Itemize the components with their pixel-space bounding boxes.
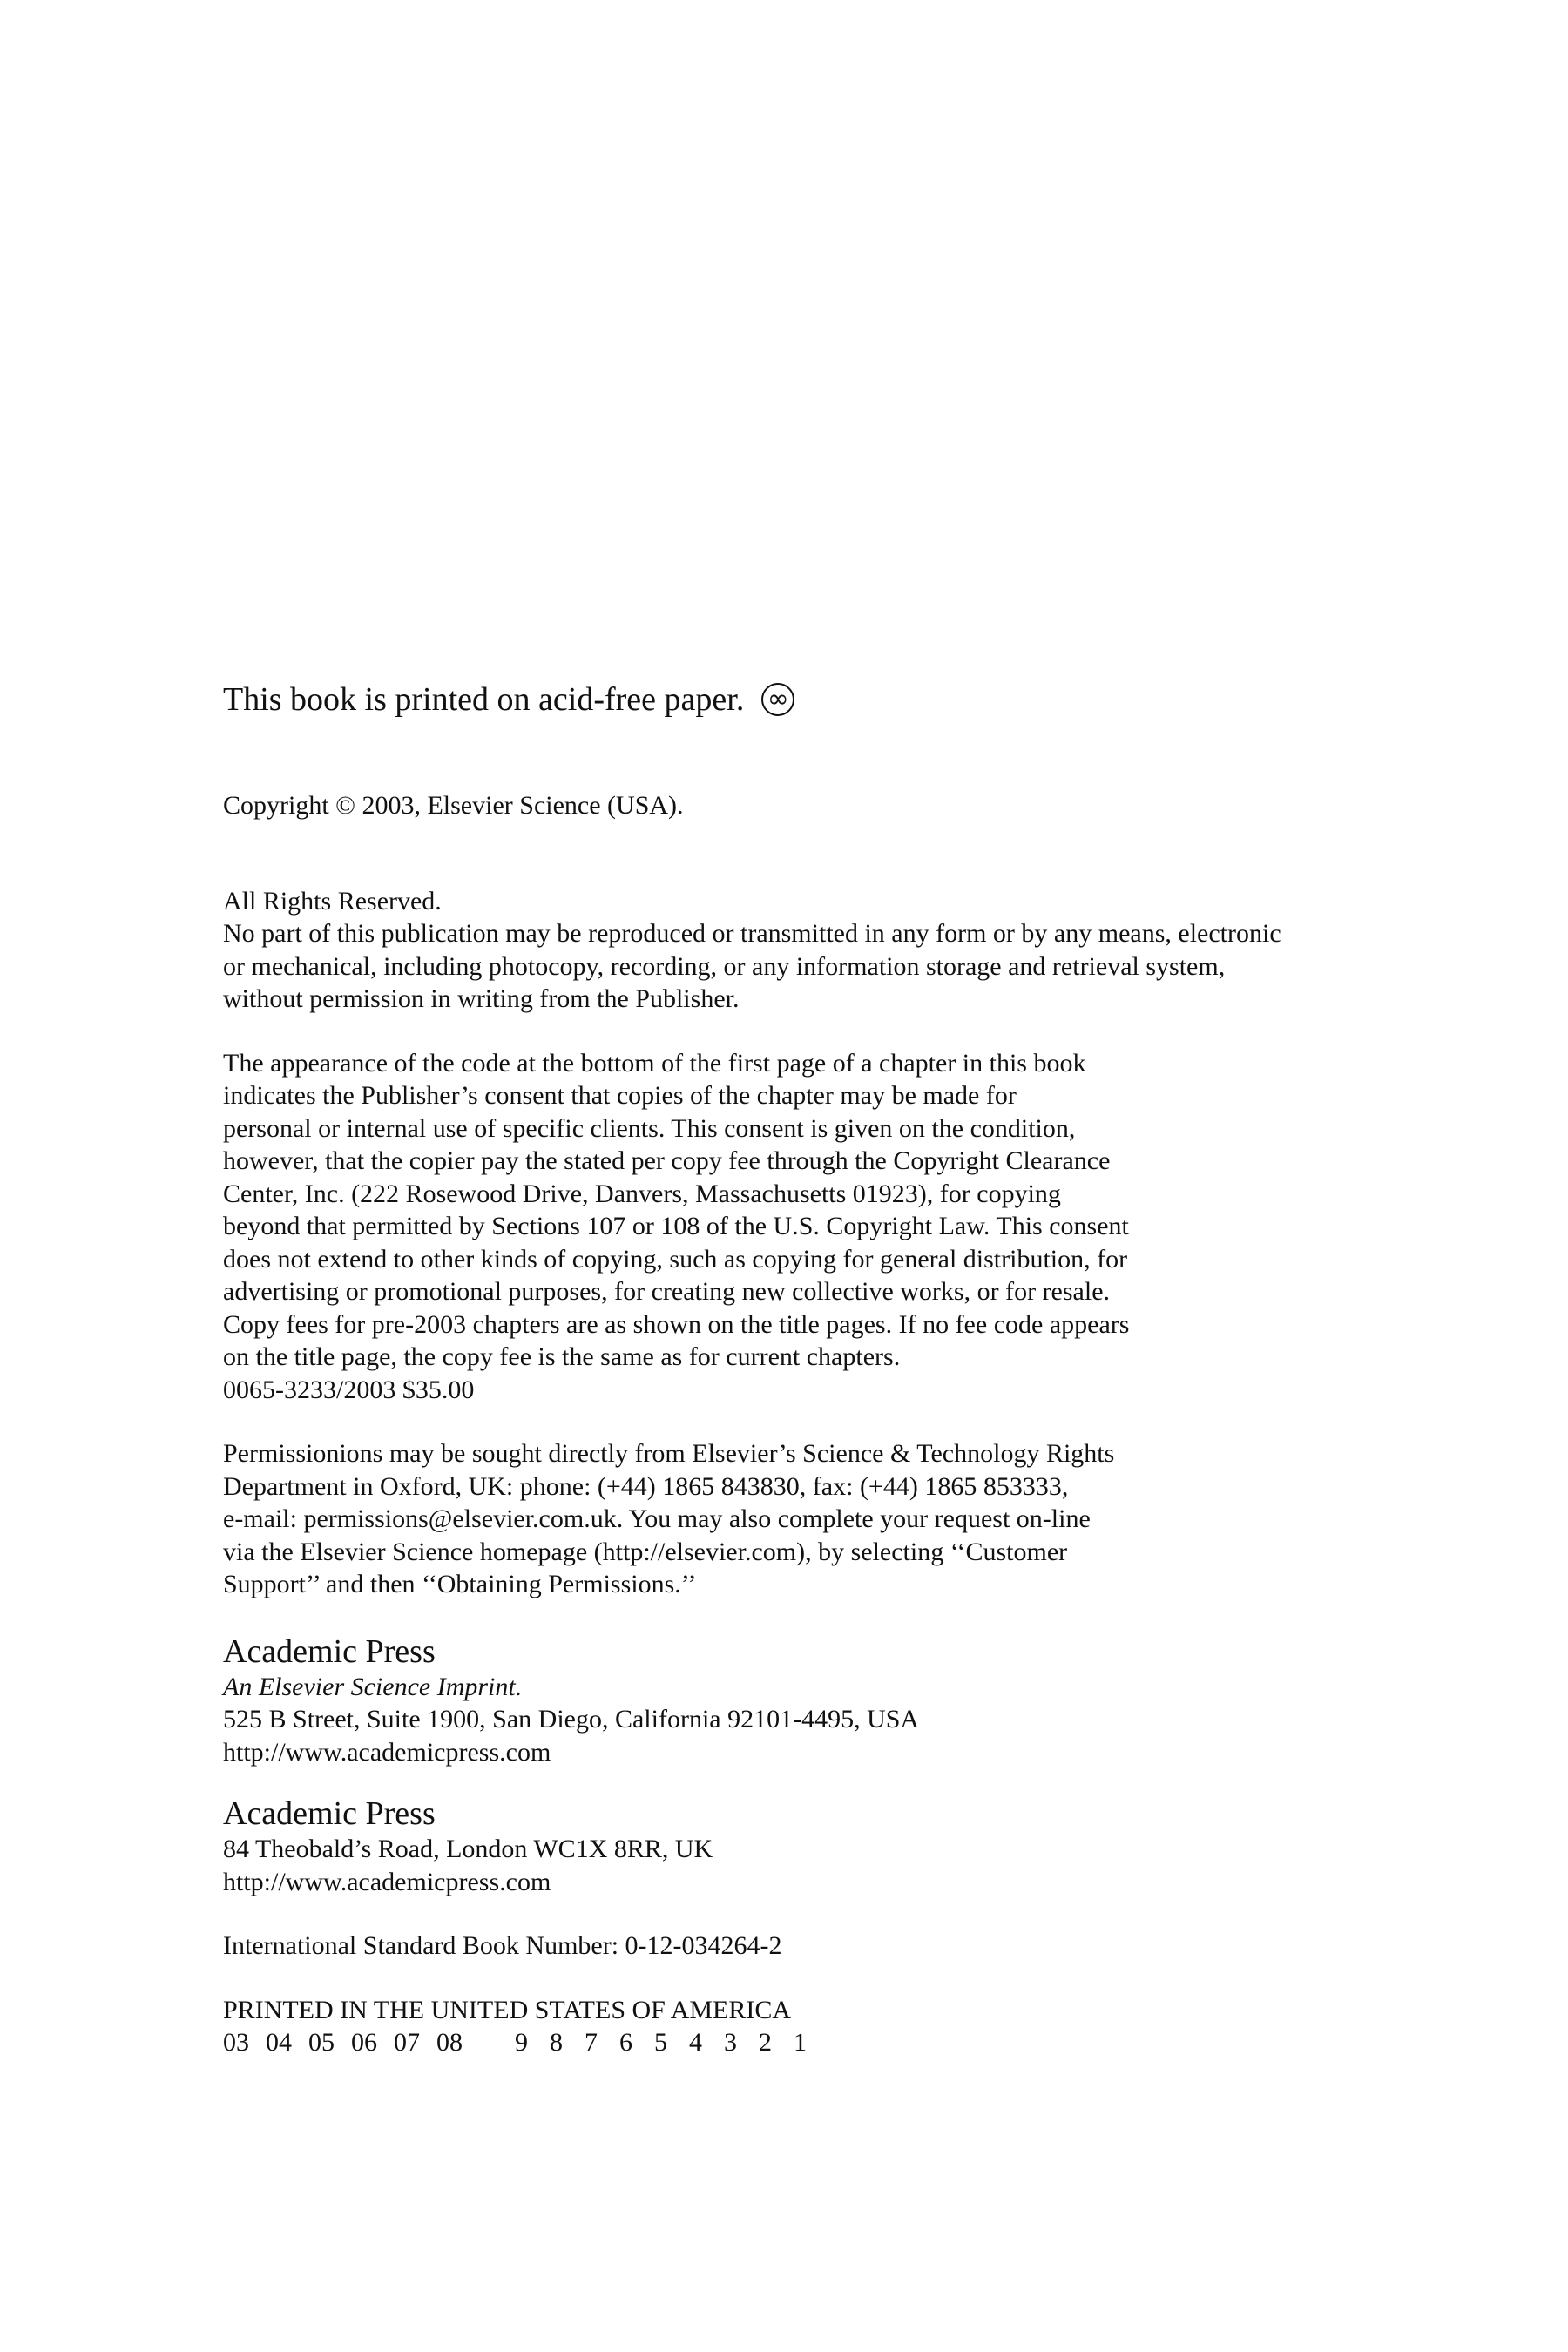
appearance-line: beyond that permitted by Sections 107 or 108 of the U.S. Copyright Law. This consent	[223, 1212, 1129, 1240]
permissions-line: Permissionions may be sought directly from Elsevier’s Science & Technology Rights	[223, 1439, 1115, 1468]
copyright-line: Copyright © 2003, Elsevier Science (USA).	[223, 791, 684, 820]
appearance-line: does not extend to other kinds of copying, such as copying for general distribution, for	[223, 1244, 1128, 1274]
print-year: 04	[266, 2028, 292, 2057]
publisher-imprint: An Elsevier Science Imprint.	[223, 1672, 523, 1701]
print-year: 08	[436, 2028, 463, 2057]
publisher-name: Academic Press	[223, 1632, 436, 1670]
publisher-name: Academic Press	[223, 1795, 436, 1832]
appearance-line: personal or internal use of specific clients. This consent is given on the condition,	[223, 1113, 1076, 1143]
print-year: 06	[351, 2028, 377, 2057]
publisher-url: http://www.academicpress.com	[223, 1867, 551, 1896]
print-year: 05	[308, 2028, 335, 2057]
print-number-line	[223, 2026, 1294, 2059]
impression-number: 9	[515, 2028, 528, 2057]
impression-number: 5	[654, 2028, 667, 2057]
appearance-line: on the title page, the copy fee is the same as for current chapters.	[223, 1342, 901, 1371]
print-year: 07	[394, 2028, 420, 2057]
copyright-page	[223, 679, 1294, 2059]
publisher-uk	[223, 1794, 1294, 1898]
printed-country: PRINTED IN THE UNITED STATES OF AMERICA	[223, 1995, 792, 2024]
infinity-icon: ∞	[761, 683, 794, 716]
permissions-line: Department in Oxford, UK: phone: (+44) 1865 843830, fax: (+44) 1865 853333,	[223, 1471, 1069, 1501]
appearance-notice	[223, 1047, 1294, 1407]
publisher-address: 525 B Street, Suite 1900, San Diego, California 92101-4495, USA	[223, 1705, 920, 1734]
permissions-notice	[223, 1437, 1294, 1601]
impression-number: 8	[550, 2028, 563, 2057]
rights-heading: All Rights Reserved.	[223, 886, 442, 916]
rights-section	[223, 885, 1294, 1016]
appearance-line: however, that the copier pay the stated per copy fee through the Copyright Clearance	[223, 1146, 1111, 1175]
isbn-line: International Standard Book Number: 0-12-034264-2	[223, 1931, 782, 1960]
rights-body: No part of this publication may be reproduced or transmitted in any form or by any means, electronic or mechanical, including photocopy, recording, or any information storage and retrieval system, without permission in writing from the Publisher.	[223, 919, 1281, 1013]
impression-number: 2	[759, 2028, 772, 2057]
impression-number: 3	[724, 2028, 737, 2057]
publisher-url: http://www.academicpress.com	[223, 1737, 551, 1767]
printing-info	[223, 1994, 1294, 2059]
permissions-line: Support’’ and then ‘‘Obtaining Permissions.’’	[223, 1570, 697, 1598]
print-year: 03	[223, 2028, 249, 2057]
appearance-line: Copy fees for pre-2003 chapters are as shown on the title pages. If no fee code appears	[223, 1309, 1130, 1339]
fee-code: 0065-3233/2003 $35.00	[223, 1375, 475, 1404]
permissions-line: e-mail: permissions@elsevier.com.uk. You may also complete your request on-line	[223, 1504, 1091, 1533]
permissions-line: via the Elsevier Science homepage (http://elsevier.com), by selecting ‘‘Customer	[223, 1537, 1068, 1566]
publisher-address: 84 Theobald’s Road, London WC1X 8RR, UK	[223, 1835, 713, 1863]
appearance-line: Center, Inc. (222 Rosewood Drive, Danvers, Massachusetts 01923), for copying	[223, 1179, 1061, 1208]
impression-number: 4	[689, 2028, 702, 2057]
publisher-us	[223, 1632, 1294, 1769]
acid-free-notice	[223, 679, 1294, 720]
impression-number: 7	[585, 2028, 598, 2057]
acid-free-text: This book is printed on acid-free paper.	[223, 681, 745, 718]
impression-number: 6	[619, 2028, 632, 2057]
impression-number: 1	[794, 2028, 807, 2057]
appearance-line: advertising or promotional purposes, for creating new collective works, or for resale.	[223, 1277, 1111, 1306]
appearance-line: indicates the Publisher’s consent that copies of the chapter may be made for	[223, 1081, 1017, 1110]
appearance-line: The appearance of the code at the bottom of the first page of a chapter in this book	[223, 1048, 1086, 1078]
